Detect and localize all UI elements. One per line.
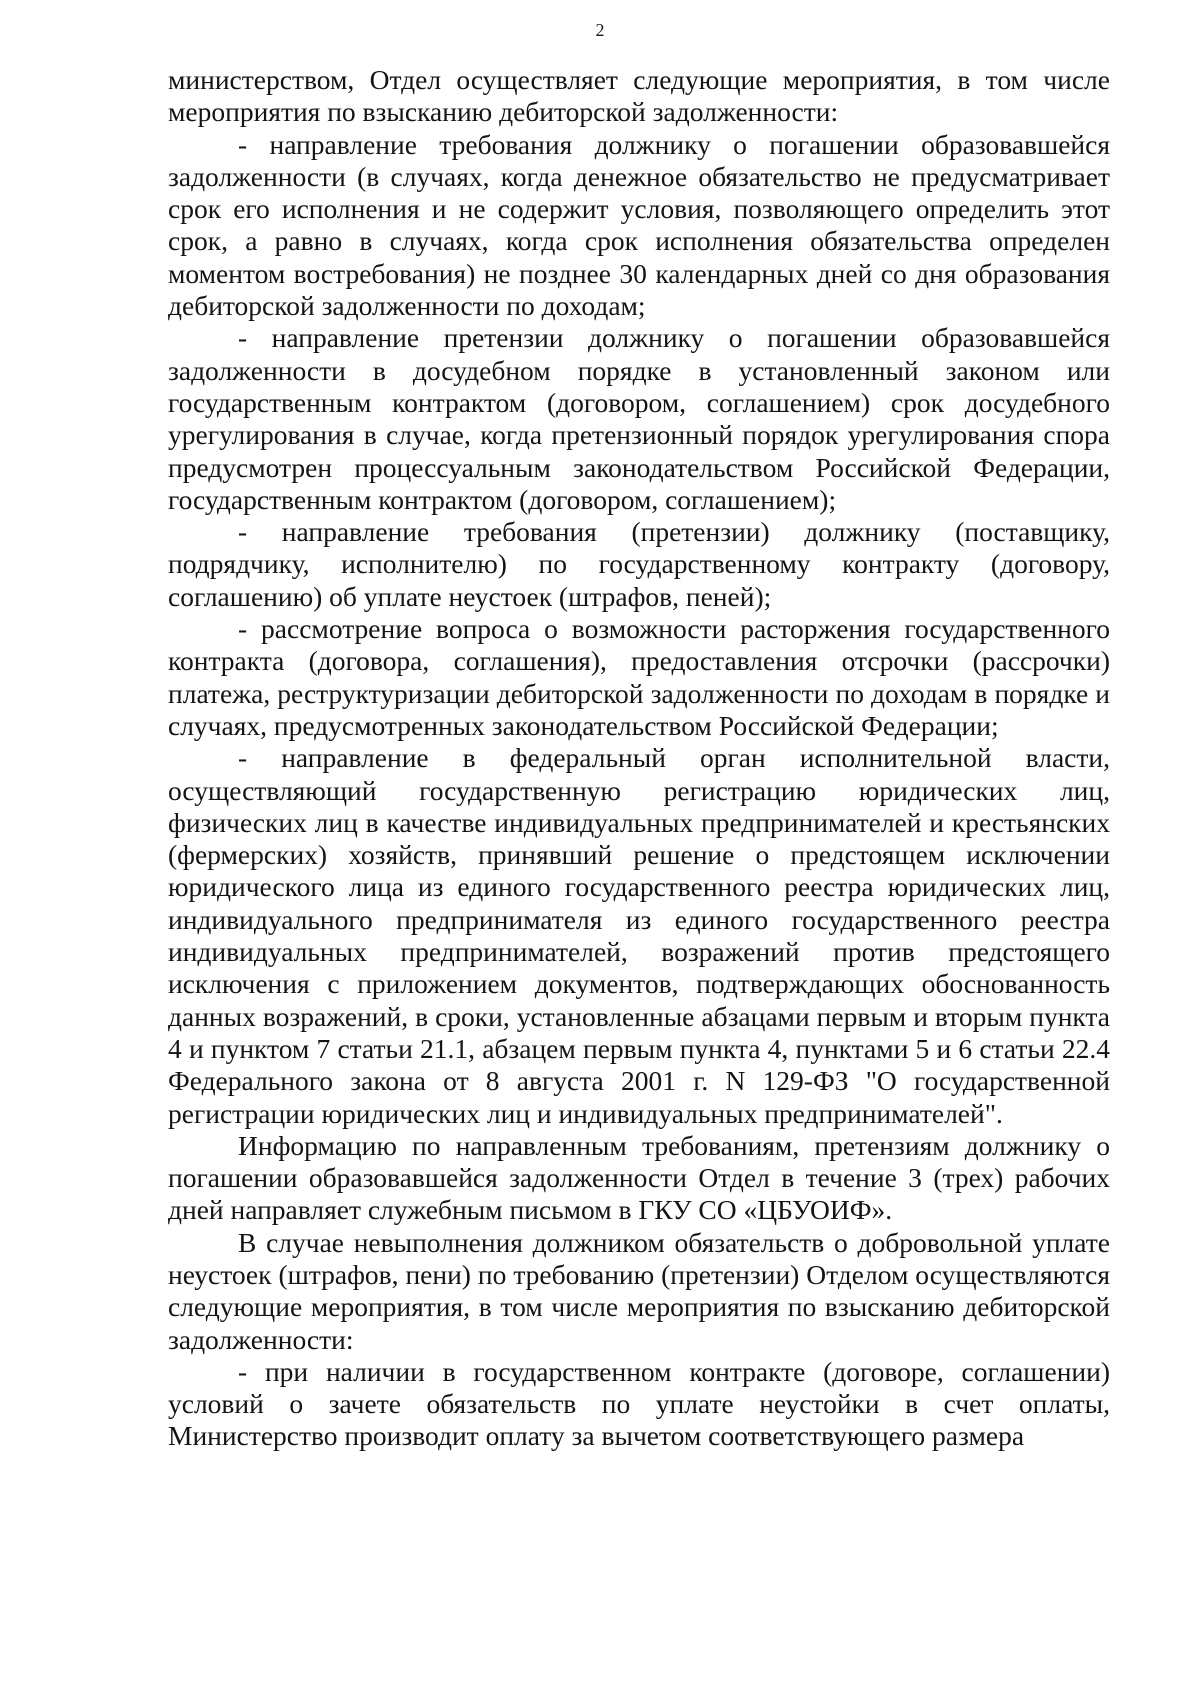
list-item-contract-termination: - рассмотрение вопроса о возможности расторжения государственного контракта (договора, соглашения), предоставления отсрочки (рассрочки) платежа, реструктуризации дебиторской задолженности по доходам в порядке и случаях, предусмотренных законодательством Российской Федерации; [168,613,1110,741]
list-item-demand: - направление требования должнику о погашении образовавшейся задолженности (в случаях, когда денежное обязательство не предусматривает срок его исполнения и не содержит условия, позволяющего определить этот срок, а равно в случаях, когда срок исполнения обязательства определен моментом востребования) не позднее 30 календарных дней со дня образования дебиторской задолженности по доходам; [168,128,1110,322]
list-item-penalty-demand: - направление требования (претензии) должнику (поставщику, подрядчику, исполнителю) по государственному контракту (договору, соглашению) об уплате неустоек (штрафов, пеней); [168,516,1110,612]
list-item-claim: - направление претензии должнику о погашении образовавшейся задолженности в досудебном порядке в установленный законом или государственным контрактом (договором, соглашением) срок досудебного урегулирования в случае, когда претензионный порядок урегулирования спора предусмотрен процессуальным законодательством Российской Федерации, государственным контрактом (договором, соглашением); [168,322,1110,515]
document-body [168,64,1110,1453]
page-number: 2 [595,20,605,40]
paragraph-continuation: министерством, Отдел осуществляет следующие мероприятия, в том числе мероприятия по взысканию дебиторской задолженности: [168,64,1110,128]
paragraph-non-fulfillment: В случае невыполнения должником обязательств о добровольной уплате неустоек (штрафов, пени) по требованию (претензии) Отделом осуществляются следующие мероприятия, в том числе мероприятия по взысканию дебиторской задолженности: [168,1226,1110,1355]
list-item-objection: - направление в федеральный орган исполнительной власти, осуществляющий государственную регистрацию юридических лиц, физических лиц в качестве индивидуальных предпринимателей и крестьянских (фермерских) хозяйств, принявший решение о предстоящем исключении юридического лица из единого государственного реестра юридических лиц, индивидуального предпринимателя из единого государственного реестра индивидуальных предпринимателей, возражений против предстоящего исключения с приложением документов, подтверждающих обоснованность данных возражений, в сроки, установленные абзацами первым и вторым пункта 4 и пунктом 7 статьи 21.1, абзацем первым пункта 4, пунктами 5 и 6 статьи 22.4 Федерального закона от 8 августа 2001 г. N 129-ФЗ "О государственной регистрации юридических лиц и индивидуальных предпринимателей". [168,742,1110,1129]
paragraph-information: Информацию по направленным требованиям, претензиям должнику о погашении образовавшейся задолженности Отдел в течение 3 (трех) рабочих дней направляет служебным письмом в ГКУ СО «ЦБУОИФ». [168,1129,1110,1226]
list-item-offset: - при наличии в государственном контракте (договоре, соглашении) условий о зачете обязательств по уплате неустойки в счет оплаты, Министерство производит оплату за вычетом соответствующего размера [168,1355,1110,1452]
